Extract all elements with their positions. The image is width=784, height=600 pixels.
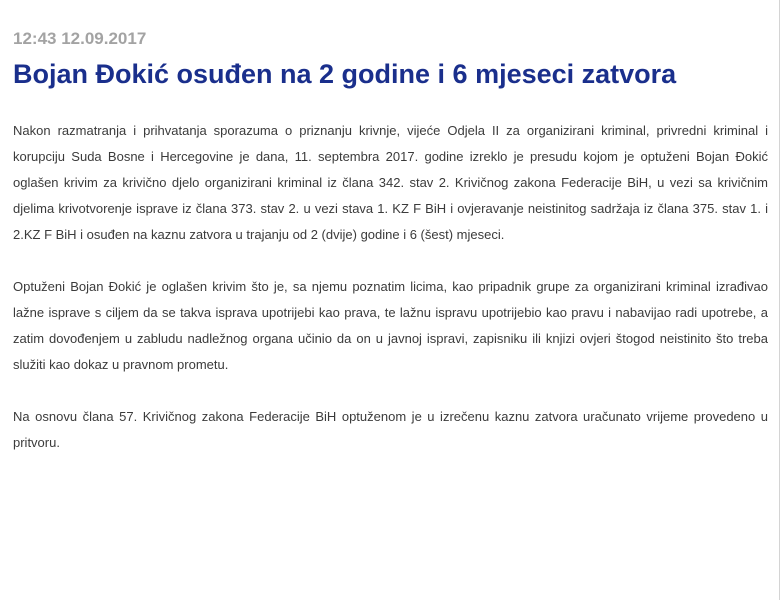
article-body bbox=[13, 118, 768, 456]
article-title: Bojan Đokić osuđen na 2 godine i 6 mjeseci zatvora bbox=[13, 59, 677, 89]
content-border bbox=[779, 0, 780, 600]
article-timestamp: 12:43 12.09.2017 bbox=[13, 29, 147, 48]
article-paragraph: Optuženi Bojan Đokić je oglašen krivim što je, sa njemu poznatim licima, kao pripadnik grupe za organizirani kriminal izrađivao lažne isprave s ciljem da se takva isprava upotrijebi kao prava, te lažnu ispravu upotrijebio kao pravu i nabavijao radi upotrebe, a zatim dovođenjem u zabludu nadležnog organa učinio da on u javnoj ispravi, zapisniku ili knjizi ovjeri štogod neistinito što treba služiti kao dokaz u pravnom prometu. bbox=[13, 279, 768, 372]
article-paragraph: Nakon razmatranja i prihvatanja sporazuma o priznanju krivnje, vijeće Odjela II za organizirani kriminal, privredni kriminal i korupciju Suda Bosne i Hercegovine je dana, 11. septembra 2017. godine izreklo je presudu kojom je optuženi Bojan Đokić oglašen krivim za krivično djelo organizirani kriminal iz člana 342. stav 2. Krivičnog zakona Federacije BiH, u vezi sa krivičnim djelima krivotvorenje isprave iz člana 373. stav 2. u vezi stava 1. KZ F BiH i ovjeravanje neistinitog sadržaja iz člana 375. stav 1. i 2.KZ F BiH i osuđen na kaznu zatvora u trajanju od 2 (dvije) godine i 6 (šest) mjeseci. bbox=[13, 123, 768, 242]
article-paragraph: Na osnovu člana 57. Krivičnog zakona Federacije BiH optuženom je u izrečenu kaznu zatvora uračunato vrijeme provedeno u pritvoru. bbox=[13, 409, 768, 450]
